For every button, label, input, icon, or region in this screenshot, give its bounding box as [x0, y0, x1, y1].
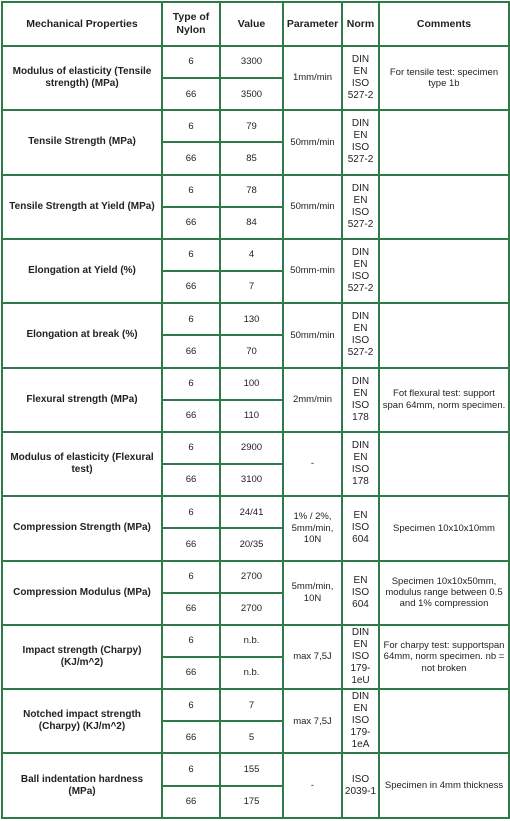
header-mechanical-properties: Mechanical Properties: [2, 2, 162, 46]
comments-cell: Specimen 10x10x50mm, modulus range between 0.5 and 1% compression: [379, 561, 509, 625]
property-name: Compression Modulus (MPa): [2, 561, 162, 625]
nylon-type-cell: 6: [162, 625, 220, 657]
table-row: [2, 175, 509, 207]
norm-cell: DIN EN ISO 178: [342, 368, 379, 432]
value-cell: 100: [220, 368, 283, 400]
value-cell: 7: [220, 689, 283, 721]
nylon-type-cell: 66: [162, 721, 220, 753]
property-name: Modulus of elasticity (Flexural test): [2, 432, 162, 496]
norm-cell: DIN EN ISO 179-1eU: [342, 625, 379, 689]
value-cell: 110: [220, 400, 283, 432]
norm-cell: DIN EN ISO 179-1eA: [342, 689, 379, 753]
table-row: [2, 303, 509, 335]
nylon-type-cell: 6: [162, 561, 220, 593]
norm-cell: ISO 2039-1: [342, 753, 379, 818]
comments-cell: Fot flexural test: support span 64mm, norm specimen.: [379, 368, 509, 432]
norm-cell: EN ISO 604: [342, 561, 379, 625]
nylon-type-cell: 6: [162, 496, 220, 528]
nylon-type-cell: 6: [162, 46, 220, 78]
parameter-cell: 50mm/min: [283, 175, 342, 239]
value-cell: 78: [220, 175, 283, 207]
norm-cell: DIN EN ISO 527-2: [342, 175, 379, 239]
table-row: [2, 368, 509, 400]
parameter-cell: -: [283, 432, 342, 496]
comments-cell: [379, 239, 509, 303]
comments-cell: [379, 175, 509, 239]
value-cell: 79: [220, 110, 283, 142]
comments-cell: For charpy test: supportspan 64mm, norm specimen. nb = not broken: [379, 625, 509, 689]
comments-cell: [379, 110, 509, 174]
table-row: [2, 432, 509, 464]
parameter-cell: 50mm/min: [283, 303, 342, 367]
nylon-type-cell: 66: [162, 786, 220, 818]
value-cell: 175: [220, 786, 283, 818]
nylon-type-cell: 6: [162, 175, 220, 207]
property-name: Elongation at Yield (%): [2, 239, 162, 303]
nylon-type-cell: 6: [162, 753, 220, 785]
value-cell: 20/35: [220, 528, 283, 560]
parameter-cell: max 7,5J: [283, 689, 342, 753]
value-cell: 24/41: [220, 496, 283, 528]
property-name: Impact strength (Charpy) (KJ/m^2): [2, 625, 162, 689]
table-row: [2, 496, 509, 528]
parameter-cell: 5mm/min, 10N: [283, 561, 342, 625]
nylon-type-cell: 6: [162, 432, 220, 464]
property-name: Compression Strength (MPa): [2, 496, 162, 560]
header-value: Value: [220, 2, 283, 46]
value-cell: 70: [220, 335, 283, 367]
norm-cell: DIN EN ISO 527-2: [342, 303, 379, 367]
norm-cell: DIN EN ISO 527-2: [342, 239, 379, 303]
nylon-type-cell: 6: [162, 110, 220, 142]
table-row: [2, 753, 509, 785]
property-name: Tensile Strength (MPa): [2, 110, 162, 174]
value-cell: 7: [220, 271, 283, 303]
nylon-type-cell: 66: [162, 593, 220, 625]
nylon-type-cell: 66: [162, 464, 220, 496]
value-cell: 3500: [220, 78, 283, 110]
value-cell: n.b.: [220, 657, 283, 689]
value-cell: 3100: [220, 464, 283, 496]
table-row: [2, 110, 509, 142]
comments-cell: Specimen 10x10x10mm: [379, 496, 509, 560]
nylon-type-cell: 6: [162, 689, 220, 721]
nylon-type-cell: 66: [162, 271, 220, 303]
norm-cell: DIN EN ISO 527-2: [342, 46, 379, 110]
nylon-type-cell: 66: [162, 335, 220, 367]
nylon-type-cell: 66: [162, 142, 220, 174]
value-cell: 3300: [220, 46, 283, 78]
property-name: Tensile Strength at Yield (MPa): [2, 175, 162, 239]
header-parameter: Parameter: [283, 2, 342, 46]
value-cell: 155: [220, 753, 283, 785]
property-name: Elongation at break (%): [2, 303, 162, 367]
header-norm: Norm: [342, 2, 379, 46]
value-cell: 5: [220, 721, 283, 753]
nylon-type-cell: 66: [162, 657, 220, 689]
table-row: [2, 561, 509, 593]
parameter-cell: 2mm/min: [283, 368, 342, 432]
header-row: [2, 2, 509, 46]
nylon-type-cell: 6: [162, 239, 220, 271]
property-name: Modulus of elasticity (Tensile strength) (MPa): [2, 46, 162, 110]
norm-cell: DIN EN ISO 527-2: [342, 110, 379, 174]
nylon-type-cell: 6: [162, 368, 220, 400]
comments-cell: Specimen in 4mm thickness: [379, 753, 509, 818]
nylon-type-cell: 66: [162, 207, 220, 239]
comments-cell: [379, 689, 509, 753]
parameter-cell: -: [283, 753, 342, 818]
comments-cell: For tensile test: specimen type 1b: [379, 46, 509, 110]
mechanical-properties-table: [1, 1, 510, 819]
nylon-type-cell: 66: [162, 78, 220, 110]
norm-cell: DIN EN ISO 178: [342, 432, 379, 496]
value-cell: n.b.: [220, 625, 283, 657]
nylon-type-cell: 66: [162, 400, 220, 432]
comments-cell: [379, 303, 509, 367]
parameter-cell: 50mm/min: [283, 110, 342, 174]
table-row: [2, 689, 509, 721]
properties-table-wrapper: [1, 1, 508, 819]
property-name: Notched impact strength (Charpy) (KJ/m^2): [2, 689, 162, 753]
header-comments: Comments: [379, 2, 509, 46]
norm-cell: EN ISO 604: [342, 496, 379, 560]
nylon-type-cell: 66: [162, 528, 220, 560]
header-type-of-nylon: Type of Nylon: [162, 2, 220, 46]
value-cell: 4: [220, 239, 283, 271]
table-row: [2, 625, 509, 657]
table-row: [2, 46, 509, 78]
property-name: Flexural strength (MPa): [2, 368, 162, 432]
parameter-cell: 50mm-min: [283, 239, 342, 303]
value-cell: 2700: [220, 593, 283, 625]
value-cell: 130: [220, 303, 283, 335]
property-name: Ball indentation hardness (MPa): [2, 753, 162, 818]
parameter-cell: max 7,5J: [283, 625, 342, 689]
parameter-cell: 1% / 2%, 5mm/min, 10N: [283, 496, 342, 560]
value-cell: 2700: [220, 561, 283, 593]
nylon-type-cell: 6: [162, 303, 220, 335]
parameter-cell: 1mm/min: [283, 46, 342, 110]
value-cell: 2900: [220, 432, 283, 464]
comments-cell: [379, 432, 509, 496]
value-cell: 84: [220, 207, 283, 239]
value-cell: 85: [220, 142, 283, 174]
table-row: [2, 239, 509, 271]
